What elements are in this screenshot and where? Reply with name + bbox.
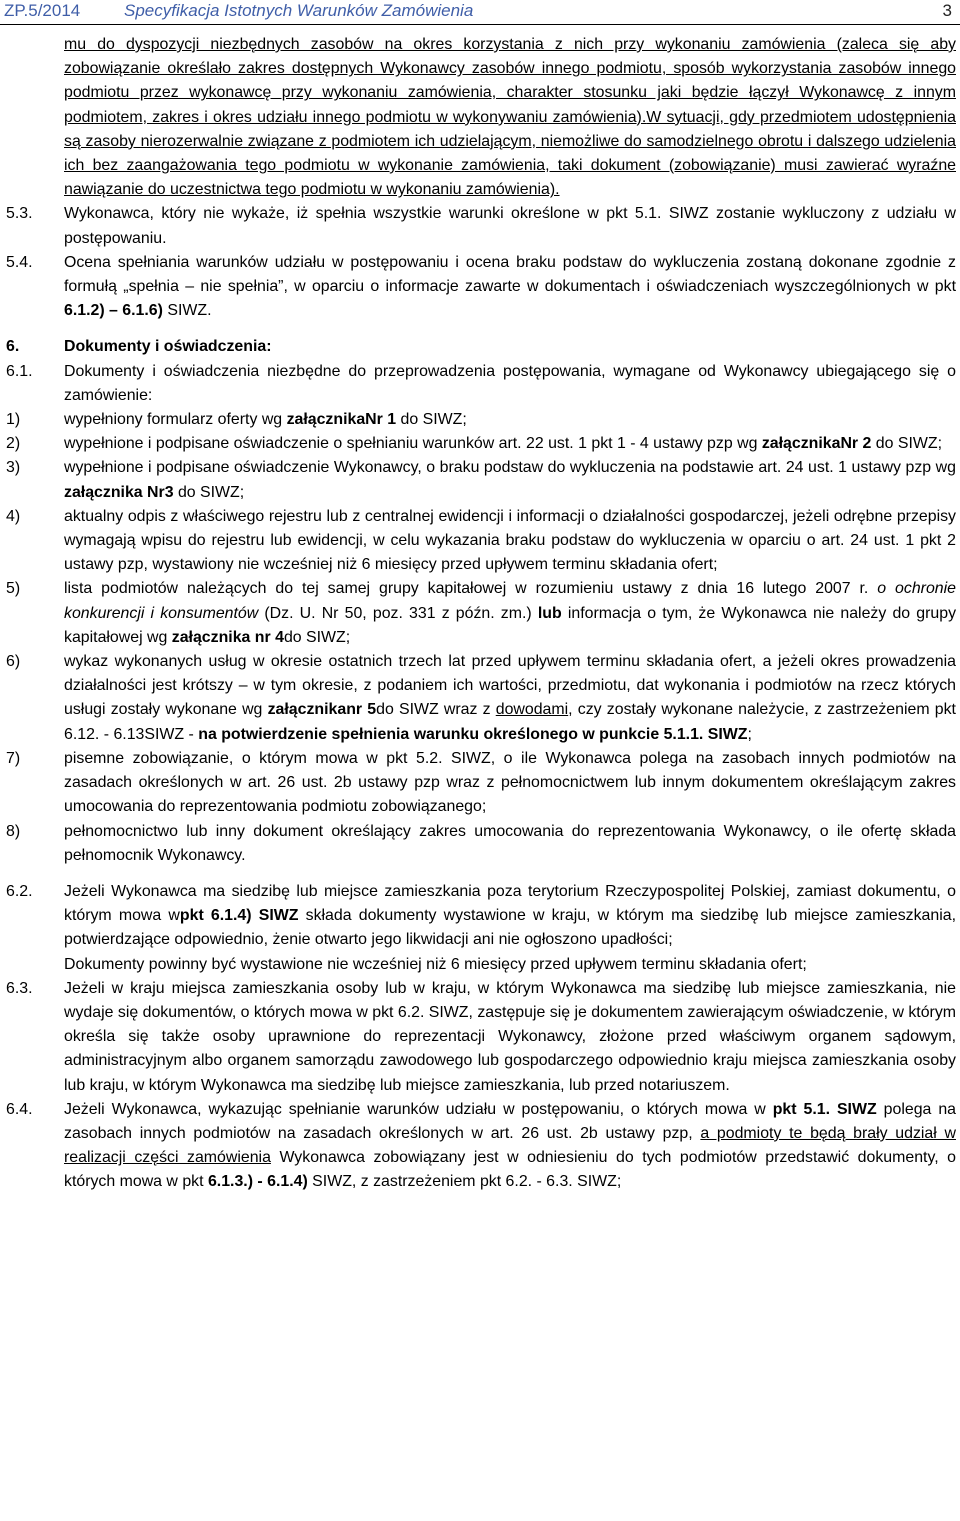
section-text: polega na zasobach innych podmiotów na zasadach określonych w art. 26 ust. 2b ustawy pzp, — [64, 1100, 956, 1142]
list-item-7 — [0, 747, 956, 820]
item-number: 3) — [6, 459, 21, 477]
item-number: 7) — [6, 749, 21, 767]
item-text: pisemne zobowiązanie, o którym mowa w pkt 5.2. SIWZ, o ile Wykonawca polega na zasobach innych podmiotów na zasadach określonych w art. 26 ust. 2b ustawy pzp wraz z pełnomocnictwem lub innym dokumentem określającym zakres umocowania do reprezentowania podmiotu zobowiązanego; — [64, 749, 956, 816]
spacer — [0, 868, 956, 880]
item-number: 1) — [6, 411, 21, 429]
section-heading: Dokumenty i oświadczenia: — [64, 338, 272, 356]
item-number: 6) — [6, 653, 21, 671]
item-text: do SIWZ; — [283, 628, 351, 646]
list-item-6 — [0, 650, 956, 747]
page-number: 3 — [942, 1, 952, 20]
section-6-4 — [0, 1098, 956, 1195]
underlined-text: a podmioty te będą brały udział w realizacji części zamówienia — [64, 1124, 956, 1167]
section-text: Jeżeli w kraju miejsca zamieszkania osoby lub w kraju, w którym Wykonawca ma siedzibę lub miejsce zamieszkania, nie wydaje się dokumentów, o których mowa w pkt 6.2. SIWZ, zastępuje się je dokumentem zawierającym oświadczenie, w którym określa się także osoby uprawnione do reprezentacji Wykonawcy, złożone przed właściwym organem sądowym, administracyjnym albo organem samorządu zawodowego lub gospodarczego odpowiednio kraju miejsca zamieszkania osoby lub kraju, w którym Wykonawca ma siedzibę lub miejsce zamieszkania, lub przed notariuszem. — [64, 979, 957, 1094]
underlined-text: W sytuacji, gdy przedmiotem udostępnienia są zasoby nierozerwalnie związane z podmiotem ich udzielającym, niemożliwe do samodzielnego obrotu i dalszego udzielenia ich bez zaangażowania tego podmiotu w wykonanie zamówienia, taki dokument (zobowiązanie) musi zawierać wyraźne nawiązanie do uczestnictwa tego podmiotu w wykonaniu zamówienia). — [64, 108, 956, 199]
section-number: 5.4. — [6, 253, 33, 271]
item-text: informacja o tym, że Wykonawca nie należy do grupy kapitałowej wg — [64, 604, 957, 646]
section-text: składa dokumenty wystawione w kraju, w którym ma siedzibę lub miejsce zamieszkania, potwierdzające odpowiednio, żenie otwarto jego likwidacji ani nie ogłoszono upadłości; — [64, 907, 956, 949]
header-divider — [0, 24, 960, 25]
bold-reference: pkt 6.1.4) SIWZ — [179, 907, 299, 925]
list-item-2 — [0, 432, 956, 456]
section-6-3 — [0, 977, 956, 1098]
section-6-heading — [0, 335, 956, 359]
bold-text: lub — [537, 604, 562, 622]
bold-reference: załącznikaNr 2 — [761, 435, 872, 453]
section-number: 6. — [6, 338, 20, 356]
list-item-3 — [0, 456, 956, 504]
item-number: 4) — [6, 507, 21, 525]
spacer — [0, 323, 956, 335]
section-text: SIWZ, z zastrzeżeniem pkt 6.2. - 6.3. SIWZ; — [307, 1173, 622, 1191]
item-text: wykaz wykonanych usług w okresie ostatnich trzech lat przed upływem terminu składania ofert, a jeżeli okres prowadzenia działalności jest krótszy – w tym okresie, z podaniem ich wartości, przedmiotu, dat wykonania i podmiotów na rzecz których usługi zostały wykonane wg — [64, 653, 956, 719]
section-text: Ocena spełniania warunków udziału w postępowaniu i ocena braku podstaw do wykluczenia zostaną dokonane zgodnie z formułą „spełnia – nie spełnia”, w oparciu o informacje zawarte w dokumentach i oświadczeniach wyszczególnionych w pkt — [64, 253, 956, 296]
section-5-4 — [0, 251, 956, 324]
item-text: do SIWZ; — [173, 483, 245, 501]
list-item-5 — [0, 577, 956, 650]
bold-reference: załącznika Nr3 — [64, 483, 174, 501]
section-number: 6.1. — [6, 362, 33, 380]
section-number: 6.3. — [6, 979, 33, 997]
item-text: do SIWZ; — [396, 411, 467, 429]
item-number: 2) — [6, 435, 21, 453]
document-reference: ZP.5/2014 — [4, 1, 81, 20]
underlined-text: mu do dyspozycji niezbędnych zasobów na okres korzystania z nich przy wykonaniu zamówienia (zaleca się aby zobowiązanie określało zakres dostępnych Wykonawcy zasobów innego podmiotu, sposób wykorzystania zasobów innego podmiotu przez wykonawcę przy wykonaniu zamówienia, charakter stosunku jaki będzie łączył Wykonawcę z innym podmiotem, zakres i okres udziału innego podmiotu w wykonywaniu zamówienia). — [64, 36, 956, 126]
section-6-2-paragraph-2 — [0, 953, 956, 977]
section-text: Wykonawca zobowiązany jest w odniesieniu do tych podmiotów przedstawić dokumenty, o których mowa w pkt — [64, 1149, 956, 1191]
section-number: 6.2. — [6, 882, 33, 900]
section-text: Dokumenty powinny być wystawione nie wcześniej niż 6 miesięcy przed upływem terminu składania ofert; — [64, 955, 807, 973]
item-text: , czy zostały wykonane należycie, z zastrzeżeniem pkt 6.12. - 6.13SIWZ - — [64, 701, 956, 743]
bold-reference: załącznikaNr 1 — [286, 411, 397, 429]
section-text: SIWZ. — [162, 302, 212, 320]
item-number: 8) — [6, 822, 21, 840]
item-text: wypełniony formularz oferty wg — [64, 411, 287, 429]
italic-act-title: o ochronie konkurencji i konsumentów — [64, 580, 956, 622]
document-title: Specyfikacja Istotnych Warunków Zamówienia — [124, 1, 474, 20]
section-text: Jeżeli Wykonawca, wykazując spełnianie warunków udziału w postępowaniu, o których mowa w — [64, 1100, 773, 1118]
section-text: Jeżeli Wykonawca ma siedzibę lub miejsce zamieszkania poza terytorium Rzeczypospolitej Polskiej, zamiast dokumentu, o którym mowa w — [64, 882, 956, 925]
item-text: do SIWZ wraz z — [376, 701, 496, 719]
bold-reference: załącznikanr 5 — [267, 701, 377, 719]
underlined-text: dowodami — [495, 701, 569, 719]
list-item-4 — [0, 505, 956, 578]
item-text: do SIWZ; — [871, 435, 942, 453]
item-text: ; — [747, 725, 752, 743]
bold-reference: 6.1.2) – 6.1.6) — [64, 302, 163, 320]
section-6-1 — [0, 360, 956, 408]
document-body — [0, 33, 956, 1195]
section-6-2 — [0, 880, 956, 953]
bold-reference: załącznika nr 4 — [171, 628, 284, 646]
bold-reference: pkt 5.1. SIWZ — [772, 1100, 877, 1118]
item-text: (Dz. U. Nr 50, poz. 331 z późn. zm.) — [258, 604, 538, 622]
item-text: wypełnione i podpisane oświadczenie o spełnianiu warunków art. 22 ust. 1 pkt 1 - 4 ustawy pzp wg — [64, 435, 762, 453]
section-number: 5.3. — [6, 205, 33, 223]
list-item-1 — [0, 408, 956, 432]
bold-text: na potwierdzenie spełnienia warunku określonego w punkcie 5.1.1. SIWZ — [198, 725, 748, 743]
item-text: wypełnione i podpisane oświadczenie Wykonawcy, o braku podstaw do wykluczenia na podstawie art. 24 ust. 1 ustawy pzp wg — [64, 459, 956, 477]
item-number: 5) — [6, 580, 21, 598]
item-text: pełnomocnictwo lub inny dokument określający zakres umocowania do reprezentowania Wykonawcy, o ile ofertę składa pełnomocnik Wykonawcy. — [64, 822, 956, 864]
section-number: 6.4. — [6, 1100, 33, 1118]
item-text: lista podmiotów należących do tej samej grupy kapitałowej w rozumieniu ustawy z dnia 16 lutego 2007 r. — [64, 580, 878, 598]
paragraph-continuation — [0, 33, 956, 202]
bold-reference: 6.1.3.) - 6.1.4) — [207, 1173, 308, 1191]
section-5-3 — [0, 202, 956, 250]
section-text: Dokumenty i oświadczenia niezbędne do przeprowadzenia postępowania, wymagane od Wykonawcy ubiegającego się o zamówienie: — [64, 362, 956, 404]
page-header — [0, 0, 960, 26]
item-text: aktualny odpis z właściwego rejestru lub z centralnej ewidencji i informacji o działalności gospodarczej, jeżeli odrębne przepisy wymagają wpisu do rejestru lub ewidencji, w celu wykazania braku podstaw do wykluczenia w oparciu o art. 24 ust. 1 pkt 2 ustawy pzp, wystawiony nie wcześniej niż 6 miesięcy przed upływem terminu składania ofert; — [64, 507, 956, 574]
list-item-8 — [0, 820, 956, 868]
section-text: Wykonawca, który nie wykaże, iż spełnia wszystkie warunki określone w pkt 5.1. SIWZ zostanie wykluczony z udziału w postępowaniu. — [64, 205, 956, 247]
